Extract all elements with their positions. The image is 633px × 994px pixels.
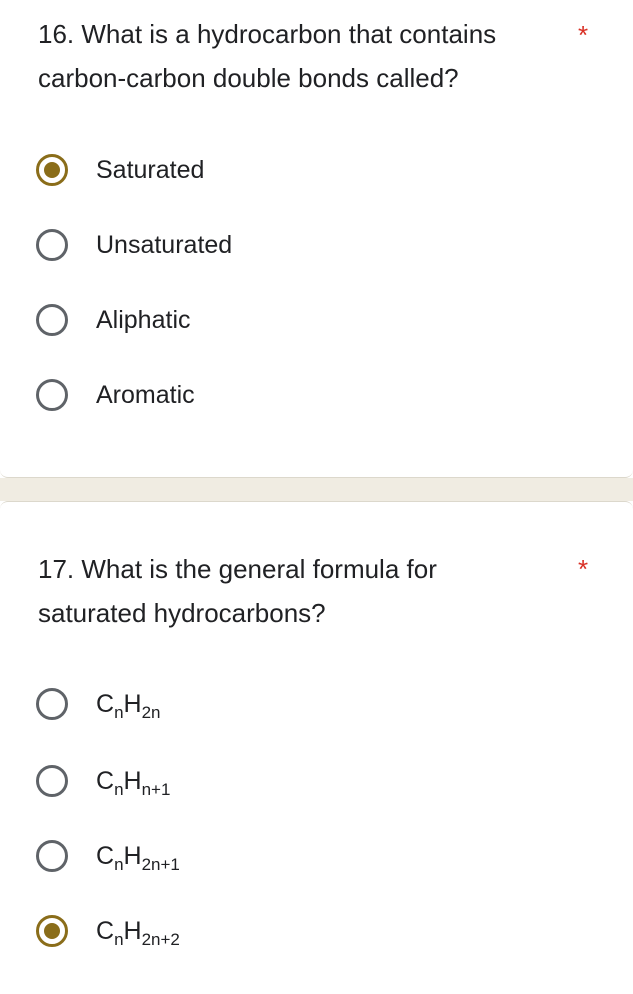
radio-button-selected[interactable] [36, 154, 68, 186]
option-cnh2n2[interactable] [36, 911, 180, 951]
radio-dot [44, 923, 60, 939]
radio-button[interactable] [36, 379, 68, 411]
option-saturated[interactable] [36, 150, 204, 190]
option-unsaturated[interactable] [36, 225, 232, 265]
option-cnhn1[interactable] [36, 761, 170, 801]
formula-label: $C_nH_{2n+1}$ [96, 841, 180, 874]
question-title: 17. What is the general formula for saturated hydrocarbons? [38, 554, 437, 628]
radio-button-selected[interactable] [36, 915, 68, 947]
option-label: Aliphatic [96, 305, 191, 334]
option-aromatic[interactable] [36, 375, 195, 415]
option-cnh2n[interactable] [36, 684, 161, 724]
option-cnh2n1[interactable] [36, 836, 180, 876]
formula-label: $C_nH_{2n}$ [96, 689, 161, 722]
question-title: 16. What is a hydrocarbon that contains carbon-carbon double bonds called? [38, 19, 497, 93]
question-card-17 [0, 501, 633, 994]
radio-dot [44, 162, 60, 178]
question-card-16 [0, 0, 633, 478]
required-asterisk: * [578, 20, 589, 50]
option-label: Aromatic [96, 380, 195, 409]
required-asterisk: * [578, 554, 589, 584]
radio-button[interactable] [36, 304, 68, 336]
radio-button[interactable] [36, 840, 68, 872]
radio-button[interactable] [36, 765, 68, 797]
radio-button[interactable] [36, 688, 68, 720]
section-divider [0, 478, 633, 501]
formula-label: $C_nH_{n+1}$ [96, 766, 171, 799]
option-aliphatic[interactable] [36, 300, 191, 340]
option-label: Saturated [96, 155, 205, 184]
radio-button[interactable] [36, 229, 68, 261]
option-label: Unsaturated [96, 230, 233, 259]
formula-label: $C_nH_{2n+2}$ [96, 916, 180, 949]
